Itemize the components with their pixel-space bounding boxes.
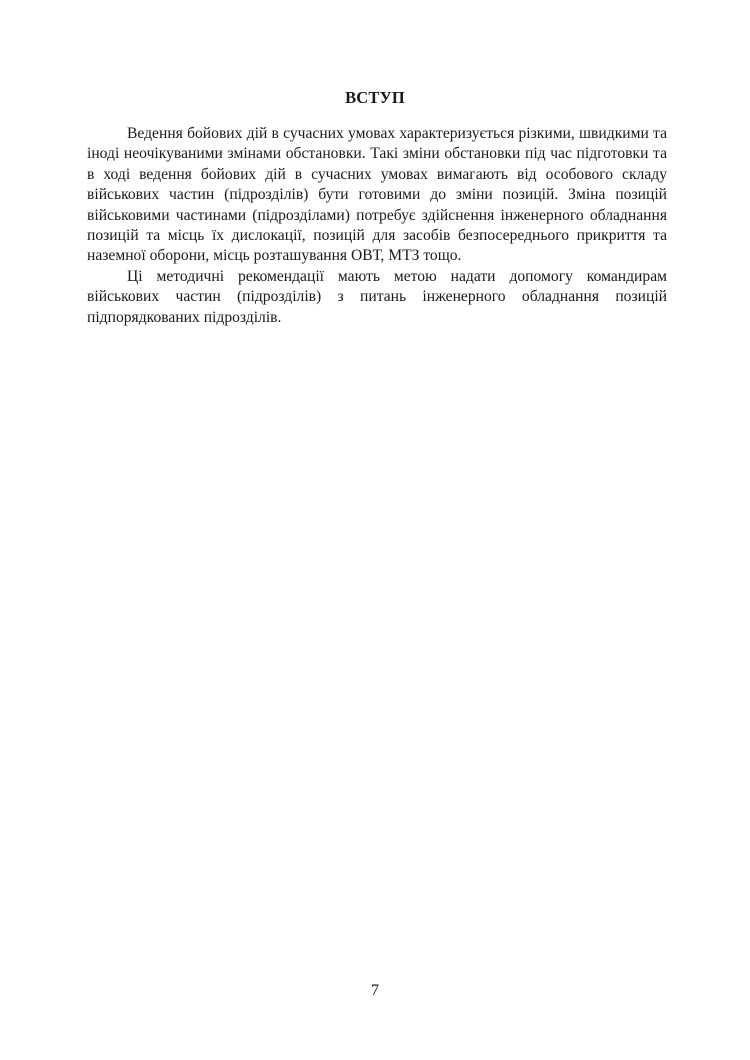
body-text <box>87 124 667 328</box>
paragraph-purpose: Ці методичні рекомендації мають метою надати допомогу командирам військових частин (підрозділів) з питань інженерного обладнання позицій підпорядкованих підрозділів. <box>87 267 667 326</box>
paragraph-intro: Ведення бойових дій в сучасних умовах характеризується різкими, швидкими та іноді неочікуваними змінами обстановки. Такі зміни обстановки під час підготовки та в ході ведення бойових дій в сучасних умовах вимагають від особового складу військових частин (підрозділів) бути готовими до зміни позицій. Зміна позицій військовими частинами (підрозділами) потребує здійснення інженерного обладнання позицій та місць їх дислокації, позицій для засобів безпосереднього прикриття та наземної оборони, місць розташування ОВТ, МТЗ тощо. <box>87 125 667 265</box>
page-number: 7 <box>371 982 379 999</box>
section-heading: ВСТУП <box>345 88 405 107</box>
